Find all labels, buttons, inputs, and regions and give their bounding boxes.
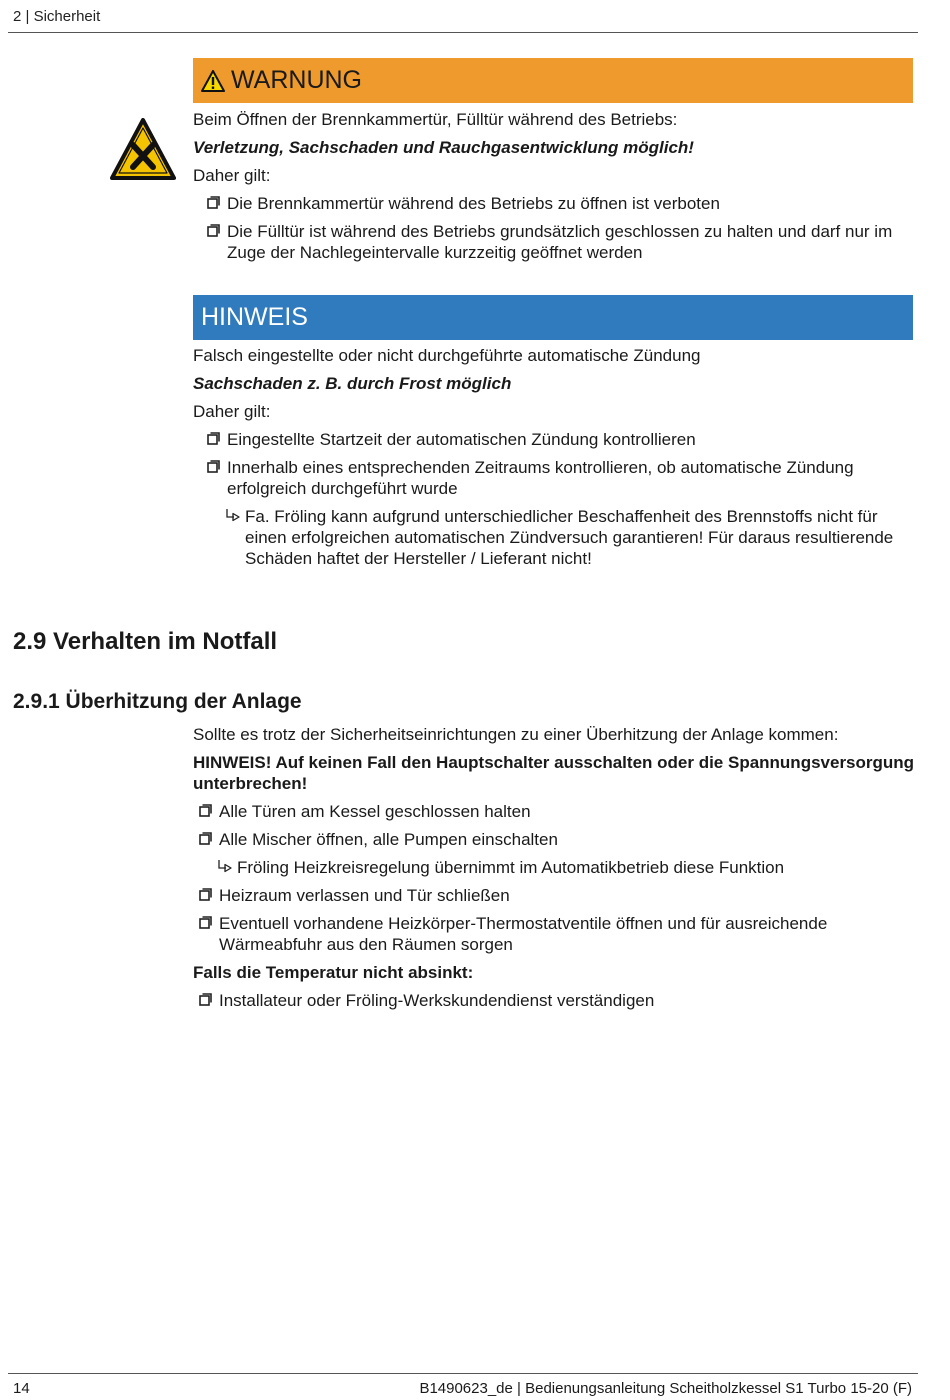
- notice-banner-label: HINWEIS: [201, 303, 308, 331]
- list-item: Die Fülltür ist während des Betriebs grundsätzlich geschlossen zu halten und darf nur im Zuge der Nachlegeintervalle kurzzeitig geöffnet werden: [193, 221, 918, 263]
- result-item: Fa. Fröling kann aufgrund unterschiedlicher Beschaffenheit des Brennstoffs nicht für einen erfolgreichen automatischen Zündversuch garantieren! Für daraus resultierende Schäden haftet der Hersteller / Lieferant nicht!: [193, 506, 918, 569]
- section-heading: 2.9 Verhalten im Notfall: [13, 628, 278, 655]
- warning-banner-label: WARNUNG: [231, 66, 363, 94]
- list-item: Installateur oder Fröling-Werkskundendienst verständigen: [193, 990, 918, 1011]
- footer-rule: [8, 1373, 918, 1374]
- page-number: 14: [13, 1380, 30, 1397]
- checkbox-bullet-icon: [199, 801, 219, 822]
- checkbox-bullet-icon: [207, 429, 227, 450]
- checkbox-bullet-icon: [199, 990, 219, 1011]
- notice-intro: Falsch eingestellte oder nicht durchgeführte automatische Zündung: [193, 346, 701, 365]
- harmful-irritant-hazard-icon: [110, 118, 176, 185]
- notice-therefore: Daher gilt:: [193, 402, 271, 421]
- header-rule: [8, 32, 918, 33]
- running-header: 2 | Sicherheit: [13, 8, 101, 25]
- emergency-intro: Sollte es trotz der Sicherheitseinrichtungen zu einer Überhitzung der Anlage kommen:: [193, 725, 839, 744]
- checkbox-bullet-icon: [207, 193, 227, 214]
- notice-banner: [193, 295, 913, 340]
- list-item: Heizraum verlassen und Tür schließen: [193, 885, 918, 906]
- checkbox-bullet-icon: [199, 913, 219, 955]
- notice-consequence: Sachschaden z. B. durch Frost möglich: [193, 374, 512, 393]
- document-reference: B1490623_de | Bedienungsanleitung Scheitholzkessel S1 Turbo 15-20 (F): [419, 1380, 912, 1397]
- warning-triangle-icon: [201, 70, 225, 92]
- warning-banner: [193, 58, 913, 103]
- subsection-heading: 2.9.1 Überhitzung der Anlage: [13, 690, 302, 713]
- checkbox-bullet-icon: [207, 457, 227, 499]
- list-item: Die Brennkammertür während des Betriebs zu öffnen ist verboten: [193, 193, 918, 214]
- result-item: Fröling Heizkreisregelung übernimmt im Automatikbetrieb diese Funktion: [193, 857, 918, 878]
- fallback-label: Falls die Temperatur nicht absinkt:: [193, 963, 474, 982]
- warning-consequence: Verletzung, Sachschaden und Rauchgasentwicklung möglich!: [193, 138, 694, 157]
- emergency-body: [193, 724, 918, 1011]
- emergency-alert: HINWEIS! Auf keinen Fall den Hauptschalter ausschalten oder die Spannungsversorgung unterbrechen!: [193, 753, 915, 793]
- checkbox-bullet-icon: [207, 221, 227, 263]
- warning-therefore: Daher gilt:: [193, 166, 271, 185]
- result-arrow-icon: [225, 506, 245, 569]
- list-item: Eventuell vorhandene Heizkörper-Thermostatventile öffnen und für ausreichende Wärmeabfuhr aus den Räumen sorgen: [193, 913, 918, 955]
- notice-body: [193, 345, 918, 569]
- list-item: Alle Türen am Kessel geschlossen halten: [193, 801, 918, 822]
- warning-body: [193, 109, 918, 263]
- result-arrow-icon: [217, 857, 237, 878]
- list-item: Innerhalb eines entsprechenden Zeitraums kontrollieren, ob automatische Zündung erfolgreich durchgeführt wurde: [193, 457, 918, 499]
- checkbox-bullet-icon: [199, 885, 219, 906]
- checkbox-bullet-icon: [199, 829, 219, 850]
- warning-intro: Beim Öffnen der Brennkammertür, Fülltür während des Betriebs:: [193, 110, 678, 129]
- list-item: Alle Mischer öffnen, alle Pumpen einschalten: [193, 829, 918, 850]
- list-item: Eingestellte Startzeit der automatischen Zündung kontrollieren: [193, 429, 918, 450]
